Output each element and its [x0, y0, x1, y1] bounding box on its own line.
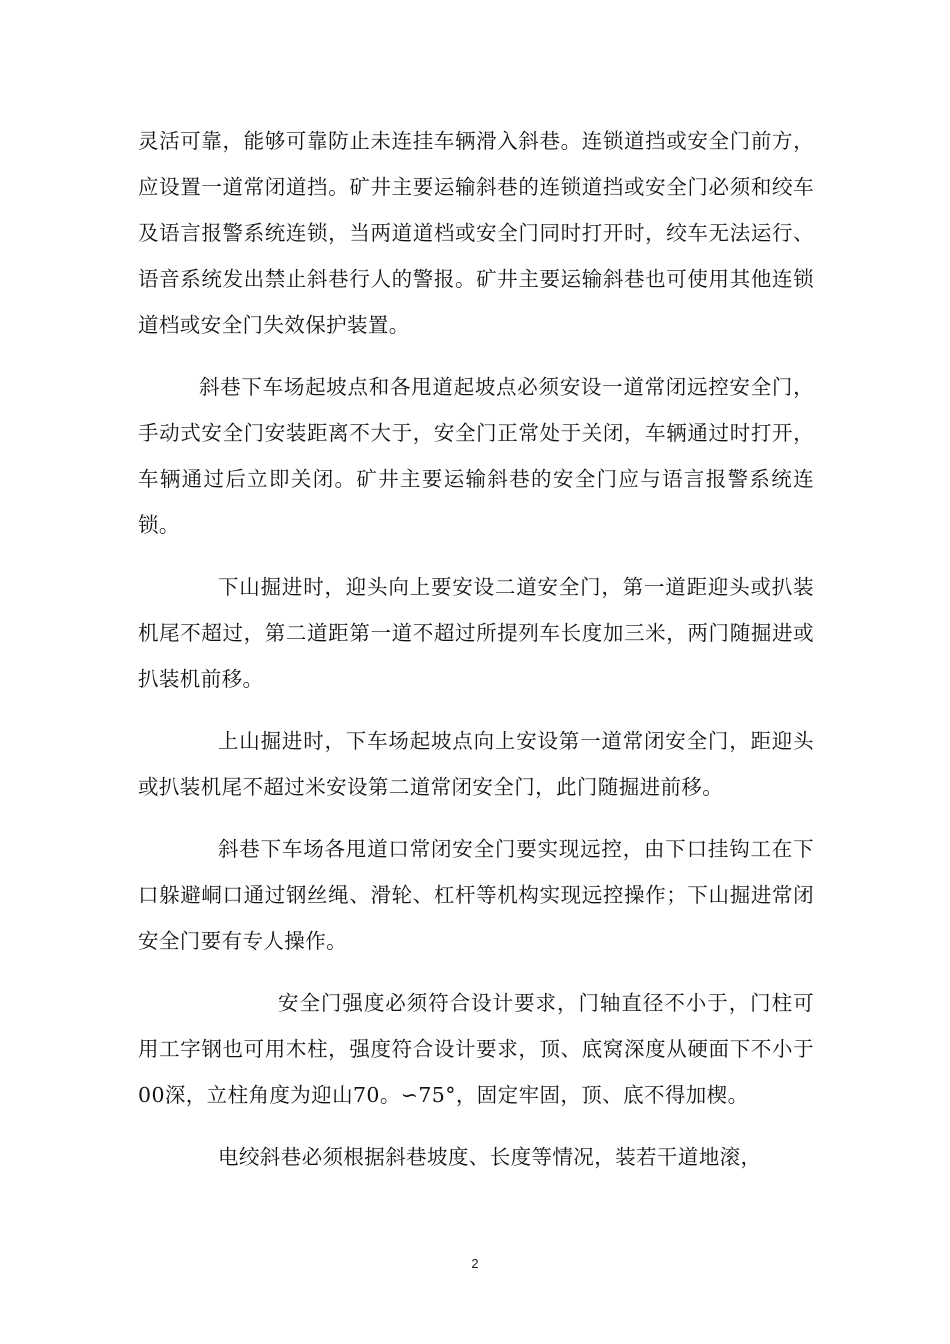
- document-body: [138, 118, 814, 1180]
- paragraph-slope-safety-door: 斜巷下车场起坡点和各甩道起坡点必须安设一道常闭远控安全门，手动式安全门安装距离不大于，安全门正常处于关闭，车辆通过时打开，车辆通过后立即关闭。矿井主要运输斜巷的安全门应与语言报警系统连锁。: [138, 375, 814, 537]
- paragraph-ground-rollers: 电绞斜巷必须根据斜巷坡度、长度等情况，装若干道地滚，: [218, 1145, 762, 1169]
- paragraph-downhill-excavation: 下山掘进时，迎头向上要安设二道安全门，第一道距迎头或扒装机尾不超过，第二道距第一道不超过所提列车长度加三米，两门随掘进或扒装机前移。: [138, 575, 814, 691]
- paragraph-uphill-excavation: 上山掘进时，下车场起坡点向上安设第一道常闭安全门，距迎头或扒装机尾不超过米安设第二道常闭安全门，此门随掘进前移。: [138, 729, 814, 799]
- page-number: 2: [471, 1256, 479, 1271]
- paragraph-door-strength: 安全门强度必须符合设计要求，门轴直径不小于，门柱可用工字钢也可用木柱，强度符合设计要求，顶、底窝深度从硬面下不小于00深，立柱角度为迎山70。∽75°，固定牢固，顶、底不得加楔。: [138, 991, 814, 1107]
- paragraph-continuation: 灵活可靠，能够可靠防止未连挂车辆滑入斜巷。连锁道挡或安全门前方，应设置一道常闭道挡。矿井主要运输斜巷的连锁道挡或安全门必须和绞车及语言报警系统连锁，当两道道档或安全门同时打开时，绞车无法运行、语音系统发出禁止斜巷行人的警报。矿井主要运输斜巷也可使用其他连锁道档或安全门失效保护装置。: [138, 129, 814, 337]
- paragraph-remote-control: 斜巷下车场各甩道口常闭安全门要实现远控，由下口挂钩工在下口躲避峒口通过钢丝绳、滑轮、杠杆等机构实现远控操作；下山掘进常闭安全门要有专人操作。: [138, 837, 814, 953]
